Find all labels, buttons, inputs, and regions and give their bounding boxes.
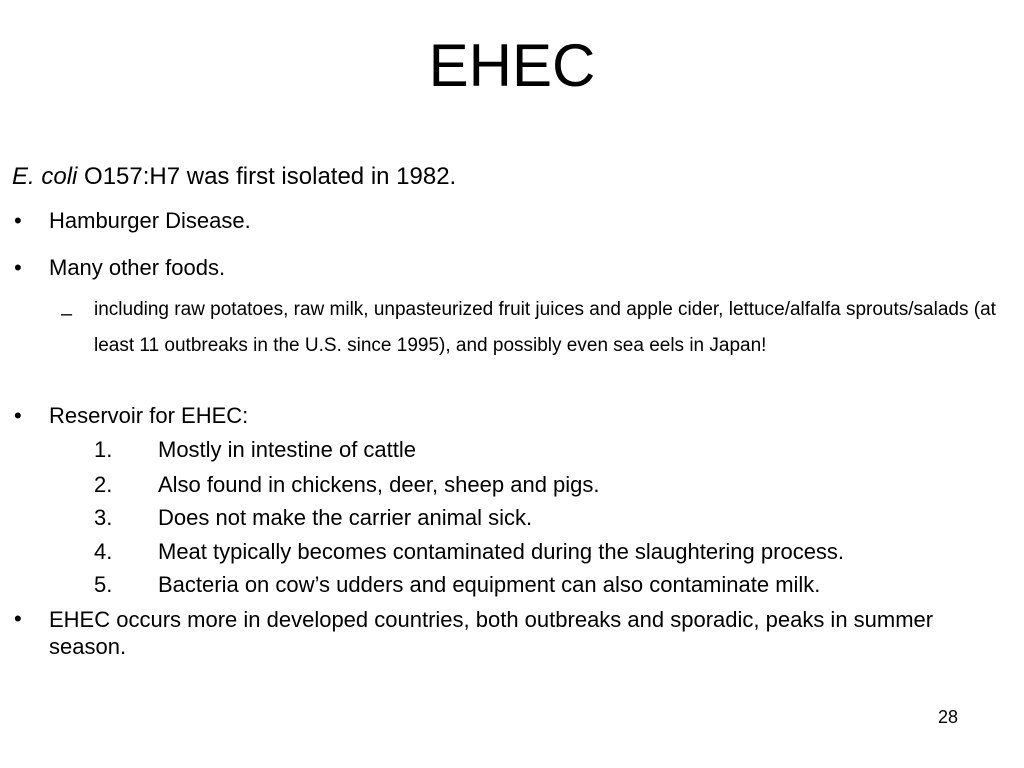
- bullet-developed-text: EHEC occurs more in developed countries, both outbreaks and sporadic, peaks in summer season.: [49, 607, 934, 659]
- page-number: 28: [938, 707, 959, 727]
- list-item-text: Mostly in intestine of cattle: [158, 437, 417, 462]
- slide-title: EHEC: [428, 32, 596, 99]
- bullet-foods-text: Many other foods.: [49, 255, 226, 280]
- list-item-number: 3.: [94, 505, 113, 530]
- bullet-marker: •: [14, 606, 22, 631]
- list-item-text: Bacteria on cow’s udders and equipment can also contaminate milk.: [158, 572, 821, 597]
- intro-text: O157:H7 was first isolated in 1982.: [77, 163, 457, 190]
- bullet-marker: •: [14, 208, 22, 233]
- list-item-number: 4.: [94, 539, 113, 564]
- list-item-text: Meat typically becomes contaminated during the slaughtering process.: [158, 539, 845, 564]
- list-item-number: 5.: [94, 572, 113, 597]
- bullet-marker: •: [14, 255, 22, 280]
- list-item-text: Does not make the carrier animal sick.: [158, 505, 533, 530]
- list-item-number: 2.: [94, 472, 113, 497]
- bullet-reservoir-text: Reservoir for EHEC:: [49, 403, 249, 428]
- bullet-hamburger-text: Hamburger Disease.: [49, 208, 251, 233]
- intro-line: [12, 162, 456, 192]
- sub-bullet-marker: –: [61, 303, 73, 325]
- list-item-number: 1.: [94, 437, 113, 462]
- bullet-marker: •: [14, 403, 22, 428]
- sub-bullet-foods-detail-text: including raw potatoes, raw milk, unpasteurized fruit juices and apple cider, lettuce/alfalfa sprouts/salads (at least 11 outbreaks in the U.S. since 1995), and possibly even sea eels in Japan!: [94, 299, 996, 356]
- intro-italic-text: E. coli: [12, 163, 78, 190]
- list-item-text: Also found in chickens, deer, sheep and pigs.: [158, 472, 600, 497]
